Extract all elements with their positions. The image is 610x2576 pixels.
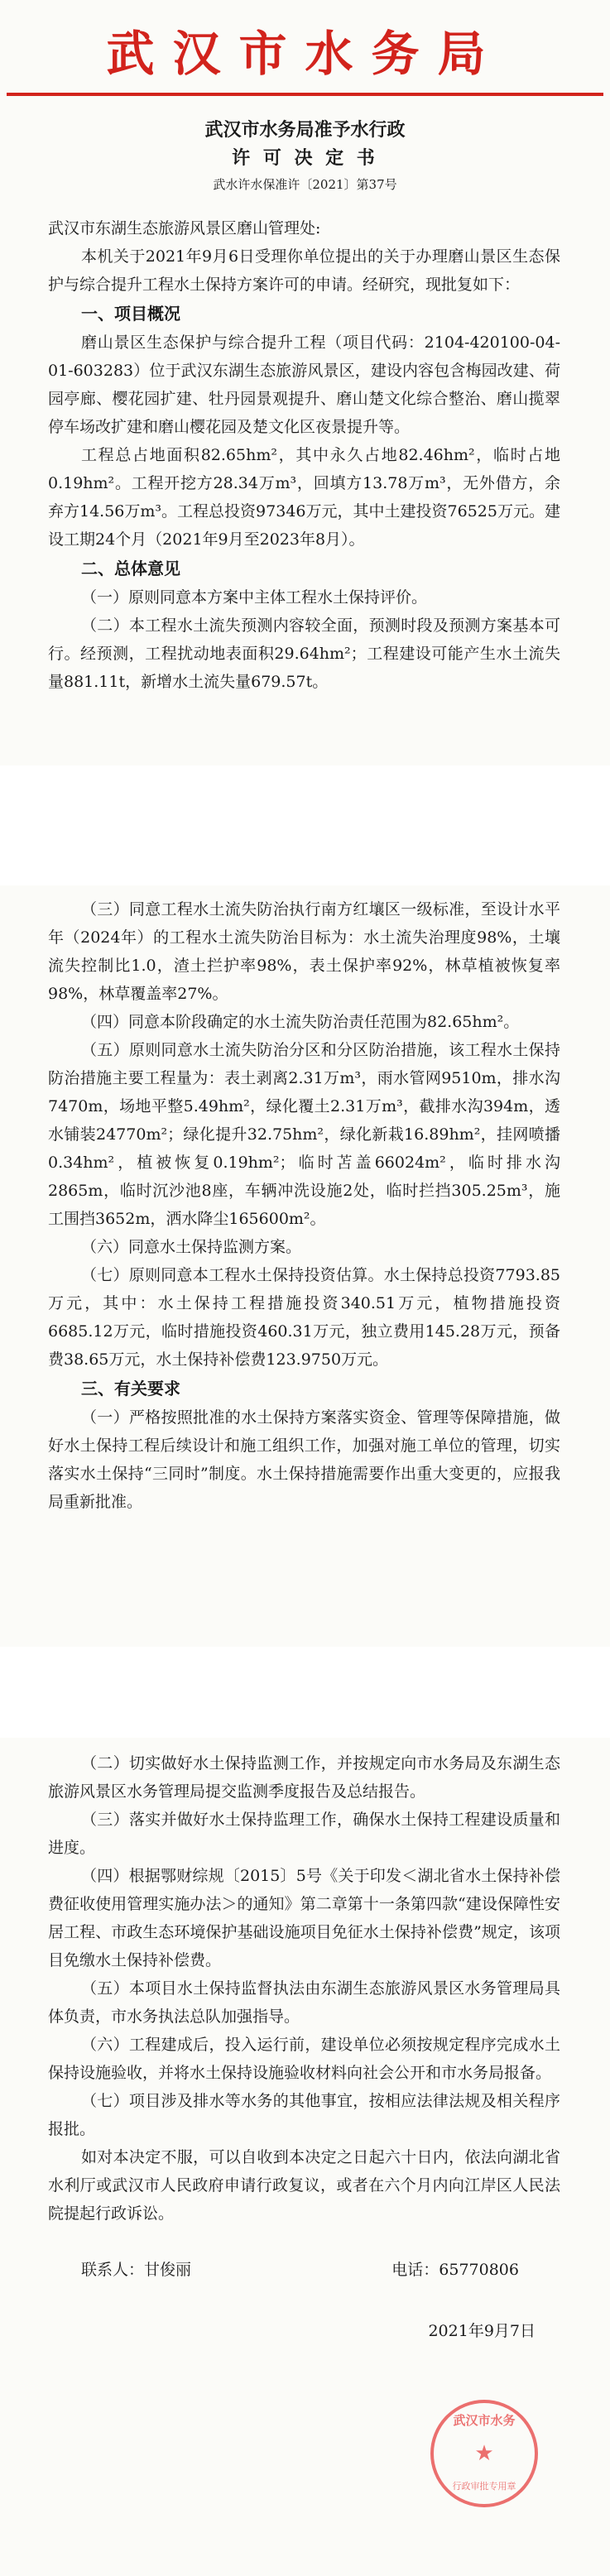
section2-item-7: （七）原则同意本工程水土保持投资估算。水土保持总投资7793.85万元，其中：水土保持工程措施投资340.51万元，植物措施投资6685.12万元，临时措施投资460.31万元，独立费用145.28万元，预备费38.65万元，水土保持补偿费123.9750万元。 xyxy=(48,1266,560,1369)
section3-item-1: （一）严格按照批准的水土保持方案落实资金、管理等保障措施，做好水土保持工程后续设计和施工组织工作，加强对施工单位的管理，切实落实水土保持“三同时”制度。水土保持措施需要作出重大变更的，应报我局重新批准。 xyxy=(48,1408,560,1511)
addressee: 武汉市东湖生态旅游风景区磨山管理处: xyxy=(48,219,321,237)
section2-item-5: （五）原则同意水土流失防治分区和分区防治措施，该工程水土保持防治措施主要工程量为：表土剥离2.31万m³，雨水管网9510m，排水沟7470m，场地平整5.49hm²，绿化覆土2.31万m³，截排水沟394m，透水铺装24770m²；绿化提升32.75hm²，绿化新栽16.89hm²，挂网喷播0.34hm²，植被恢复0.19hm²；临时苫盖66024m²，临时排水沟2865m，临时沉沙池8座，车辆冲洗设施2处，临时拦挡305.25m³，施工围挡3652m，洒水降尘165600m²。 xyxy=(48,1041,560,1228)
doc-title-line2: 许 可 决 定 书 xyxy=(232,147,378,169)
document-page-2 xyxy=(0,885,610,1647)
section3-heading: 三、有关要求 xyxy=(81,1379,180,1398)
section2-item-3: （三）同意工程水土流失防治执行南方红壤区一级标准，至设计水平年（2024年）的工程水土流失防治目标为：水土流失治理度98%，土壤流失控制比1.0，渣土拦护率98%，表土保护率92%，林草植被恢复率98%，林草覆盖率27%。 xyxy=(48,900,560,1003)
section1-paragraph-1: 磨山景区生态保护与综合提升工程（项目代码：2104-420100-04-01-603283）位于武汉东湖生态旅游风景区，建设内容包含梅园改建、荷园亭廊、樱花园扩建、牡丹园景观提升、磨山楚文化综合整治、磨山揽翠停车场改扩建和磨山樱花园及楚文化区夜景提升等。 xyxy=(48,333,560,436)
seal-bottom-text: 行政审批专用章 xyxy=(452,2481,516,2492)
section1-paragraph-2: 工程总占地面积82.65hm²，其中永久占地82.46hm²，临时占地0.19hm²。工程开挖方28.34万m³，回填方13.78万m³，无外借方，余弃方14.56万m³。工程总投资97346万元，其中土建投资76525万元。建设工期24个月（2021年9月至2023年8月）。 xyxy=(48,446,560,549)
contact-phone: 电话：65770806 xyxy=(391,2261,519,2279)
issue-date: 2021年9月7日 xyxy=(428,2322,536,2340)
section3-item-2: （二）切实做好水土保持监测工作，并按规定向市水务局及东湖生态旅游风景区水务管理局提交监测季度报告及总结报告。 xyxy=(48,1754,560,1801)
masthead: 武汉市水务局 xyxy=(106,26,504,82)
section2-item-4: （四）同意本阶段确定的水土流失防治责任范围为82.65hm²。 xyxy=(81,1013,520,1031)
page-gap xyxy=(0,765,610,885)
seal-top-text: 武汉市水务 xyxy=(453,2413,516,2428)
seal-star-icon: ★ xyxy=(474,2441,494,2466)
intro-paragraph: 本机关于2021年9月6日受理你单位提出的关于办理磨山景区生态保护与综合提升工程水土保持方案许可的申请。经研究，现批复如下： xyxy=(48,247,560,294)
section2-heading: 二、总体意见 xyxy=(81,559,180,578)
section2-item-6: （六）同意水土保持监测方案。 xyxy=(81,1238,302,1256)
section3-item-6: （六）工程建成后，投入运行前，建设单位必须按规定程序完成水土保持设施验收，并将水土保持设施验收材料向社会公开和市水务局报备。 xyxy=(48,2036,560,2082)
appeal-notice: 如对本决定不服，可以自收到本决定之日起六十日内，依法向湖北省水利厅或武汉市人民政府申请行政复议，或者在六个月内向江岸区人民法院提起行政诉讼。 xyxy=(48,2148,560,2223)
section3-item-7: （七）项目涉及排水等水务的其他事宜，按相应法律法规及相关程序报批。 xyxy=(48,2092,560,2138)
section2-item-1: （一）原则同意本方案中主体工程水土保持评价。 xyxy=(81,588,428,607)
section3-item-4: （四）根据鄂财综规〔2015〕5号《关于印发＜湖北省水土保持补偿费征收使用管理实施办法＞的通知》第二章第十一条第四款“建设保障性安居工程、市政生态环境保护基础设施项目免征水土保持补偿费”规定，该项目免缴水土保持补偿费。 xyxy=(48,1867,560,1969)
doc-title-line1: 武汉市水务局准予水行政 xyxy=(204,119,406,141)
official-seal xyxy=(430,2400,538,2507)
document-page-1 xyxy=(0,0,610,765)
section1-heading: 一、项目概况 xyxy=(81,304,180,324)
section3-item-5: （五）本项目水土保持监督执法由东湖生态旅游风景区水务管理局具体负责，市水务执法总队加强指导。 xyxy=(48,1979,560,2026)
page-gap xyxy=(0,1647,610,1738)
section2-item-2: （二）本工程水土流失预测内容较全面，预测时段及预测方案基本可行。经预测，工程扰动地表面积29.64hm²；工程建设可能产生水土流失量881.11t，新增水土流失量679.57t。 xyxy=(48,616,560,691)
contact-person: 联系人：甘俊丽 xyxy=(81,2261,192,2279)
section3-item-3: （三）落实并做好水土保持监理工作，确保水土保持工程建设质量和进度。 xyxy=(48,1811,560,1857)
document-page-3 xyxy=(0,1738,610,2576)
doc-number: 武水许水保准许〔2021〕第37号 xyxy=(213,177,397,192)
